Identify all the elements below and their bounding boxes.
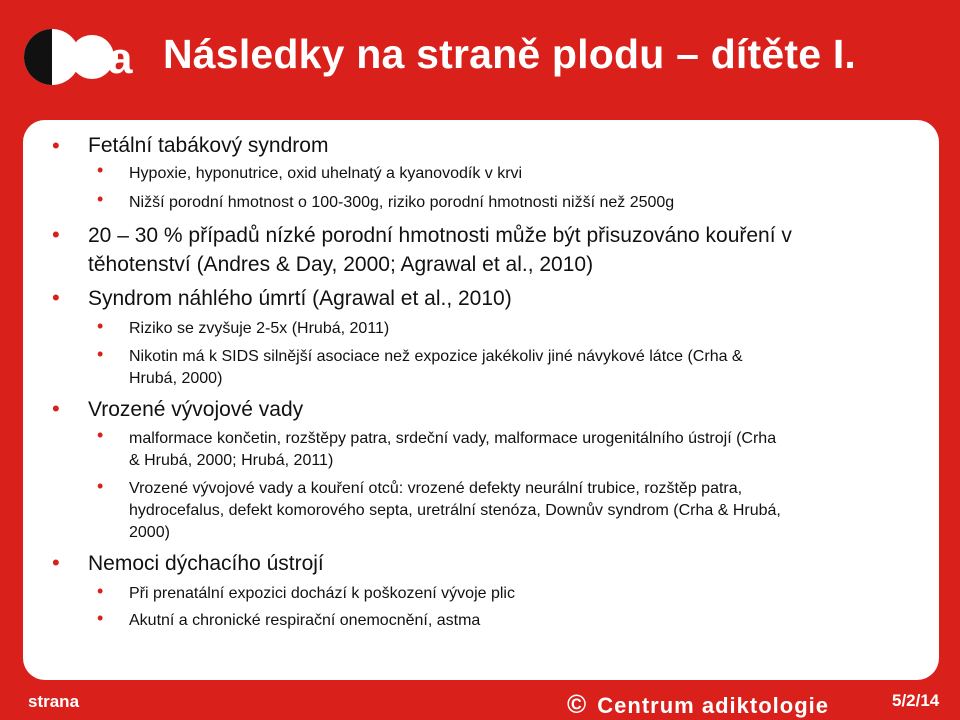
- bullet-marker: •: [52, 396, 60, 421]
- bullet-level2-line: & Hrubá, 2000; Hrubá, 2011): [129, 452, 334, 469]
- bullet-level1-line: 20 – 30 % případů nízké porodní hmotnosti může být přisuzováno kouření v: [88, 224, 792, 247]
- bullet-level2-line: 2000): [129, 524, 170, 541]
- bullet-marker: •: [97, 581, 104, 601]
- bullet-level1: Vrozené vývojové vady: [88, 398, 304, 421]
- bullet-marker: •: [52, 550, 60, 575]
- bullet-marker: •: [97, 608, 104, 628]
- bullet-marker: •: [52, 285, 60, 310]
- bullet-level2-line: hydrocefalus, defekt komorového septa, uretrální stenóza, Downův syndrom (Crha & Hrubá,: [129, 502, 781, 519]
- bullet-marker: •: [97, 160, 104, 180]
- bullet-marker: •: [97, 189, 104, 209]
- centrum-adiktologie-logo: [22, 27, 134, 87]
- bullet-marker: •: [52, 222, 60, 247]
- bullet-level1: Syndrom náhlého úmrtí (Agrawal et al., 2010): [88, 287, 512, 310]
- bullet-level2: Akutní a chronické respirační onemocnění, astma: [129, 612, 481, 629]
- bullet-marker: •: [52, 133, 60, 158]
- bullet-marker: •: [97, 316, 104, 336]
- bullet-level2: Hypoxie, hyponutrice, oxid uhelnatý a kyanovodík v krvi: [129, 165, 523, 182]
- bullet-level2-line: Nikotin má k SIDS silnější asociace než expozice jakékoliv jiné návykové látce (Crha &: [129, 348, 743, 365]
- bullet-level2-line: Vrozené vývojové vady a kouření otců: vrozené defekty neurální trubice, rozštěp patra,: [129, 480, 743, 497]
- bullet-level1: Nemoci dýchacího ústrojí: [88, 552, 324, 575]
- bullet-level2: Při prenatální expozici dochází k poškození vývoje plic: [129, 585, 515, 602]
- footer-page-label: strana: [28, 692, 80, 711]
- bullet-level2: Riziko se zvyšuje 2-5x (Hrubá, 2011): [129, 320, 390, 337]
- bullet-level1-line: těhotenství (Andres & Day, 2000; Agrawal et al., 2010): [88, 253, 594, 276]
- bullet-marker: •: [97, 476, 104, 496]
- footer-date: 5/2/14: [892, 691, 940, 710]
- bullet-level1: Fetální tabákový syndrom: [88, 134, 329, 157]
- bullet-marker: •: [97, 425, 104, 445]
- bullet-level2-line: malformace končetin, rozštěpy patra, srdeční vady, malformace urogenitálního ústrojí (Crha: [129, 430, 777, 447]
- bullet-marker: •: [97, 344, 104, 364]
- footer-brand-text: Centrum adiktologie: [597, 693, 829, 718]
- bullet-level2: Nižší porodní hmotnost o 100-300g, riziko porodní hmotnosti nižší než 2500g: [129, 194, 675, 211]
- svg-text:a: a: [108, 34, 133, 83]
- slide-title: Následky na straně plodu – dítěte I.: [163, 31, 857, 77]
- copyright-icon: ©: [567, 689, 587, 719]
- footer-brand: [567, 689, 829, 720]
- bullet-level2-line: Hrubá, 2000): [129, 370, 223, 387]
